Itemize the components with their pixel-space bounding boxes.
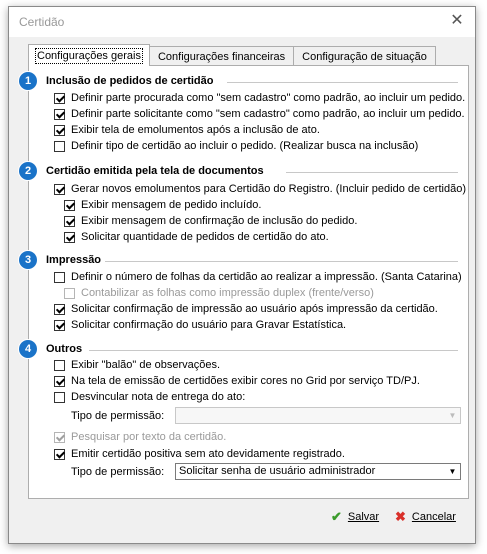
checkbox-label: Exibir tela de emolumentos após a inclusão de ato. [71, 124, 320, 136]
checkbox[interactable] [54, 93, 65, 104]
checkbox-row[interactable] [54, 182, 466, 196]
checkbox-row[interactable] [64, 230, 329, 244]
tab-configuracoes-gerais[interactable]: Configurações gerais [28, 44, 150, 66]
checkbox-label: Na tela de emissão de certidões exibir cores no Grid por serviço TD/PJ. [71, 375, 420, 387]
save-button[interactable] [331, 508, 379, 526]
checkbox[interactable] [64, 200, 75, 211]
checkbox-row[interactable] [54, 318, 346, 332]
checkbox-label: Gerar novos emolumentos para Certidão do Registro. (Incluir pedido de certidão) [71, 183, 466, 195]
checkbox-label: Exibir "balão" de observações. [71, 359, 221, 371]
tab-bar [28, 44, 435, 66]
permission-type-select[interactable] [175, 463, 461, 480]
checkbox-row[interactable] [54, 374, 420, 388]
chevron-down-icon: ▼ [448, 467, 457, 476]
checkbox[interactable] [54, 125, 65, 136]
select-value: Solicitar senha de usuário administrador [179, 465, 376, 477]
checkbox-label: Definir parte procurada como "sem cadastro" como padrão, ao incluir um pedido. [71, 92, 466, 104]
checkbox-label: Definir tipo de certidão ao incluir o pedido. (Realizar busca na inclusão) [71, 140, 419, 152]
checkbox-row[interactable] [54, 447, 345, 461]
checkbox[interactable] [54, 432, 65, 443]
checkbox-label: Solicitar confirmação do usuário para Gravar Estatística. [71, 319, 347, 331]
checkbox-label: Emitir certidão positiva sem ato devidamente registrado. [71, 448, 345, 460]
checkbox-row[interactable] [54, 107, 465, 121]
chevron-down-icon: ▼ [448, 411, 457, 420]
x-icon: ✖ [395, 509, 406, 524]
settings-panel [24, 65, 469, 499]
checkbox-row[interactable] [64, 286, 374, 300]
permission-type-label: Tipo de permissão: [71, 410, 165, 422]
section-2-title: Certidão emitida pela tela de documentos [46, 165, 264, 177]
checkbox-row[interactable] [54, 358, 220, 372]
checkbox-label: Contabilizar as folhas como impressão duplex (frente/verso) [81, 287, 374, 299]
checkbox[interactable] [64, 232, 75, 243]
checkbox-label: Exibir mensagem de confirmação de inclusão do pedido. [81, 215, 358, 227]
checkbox-row[interactable] [64, 198, 261, 212]
title-bar [9, 7, 475, 37]
checkbox-label: Desvincular nota de entrega do ato: [71, 391, 246, 403]
cancel-button[interactable] [395, 508, 456, 526]
checkbox[interactable] [54, 272, 65, 283]
checkmark-icon: ✔ [331, 509, 342, 524]
section-4-title: Outros [46, 343, 83, 355]
checkbox[interactable] [54, 360, 65, 371]
checkbox[interactable] [54, 304, 65, 315]
section-2-badge: 2 [19, 162, 37, 180]
section-1-badge: 1 [19, 72, 37, 90]
checkbox-row[interactable] [64, 214, 357, 228]
section-divider [227, 82, 458, 83]
checkbox-row[interactable] [54, 390, 245, 404]
checkbox[interactable] [54, 392, 65, 403]
tab-configuracao-situacao[interactable]: Configuração de situação [293, 46, 436, 66]
checkbox[interactable] [64, 288, 75, 299]
checkbox-row[interactable] [54, 302, 438, 316]
checkbox-label: Definir parte solicitante como "sem cadastro" como padrão, ao incluir um pedido. [71, 108, 465, 120]
checkbox-label: Exibir mensagem de pedido incluído. [81, 199, 262, 211]
section-3-title: Impressão [46, 254, 102, 266]
section-divider [89, 350, 458, 351]
checkbox[interactable] [54, 449, 65, 460]
checkbox-row[interactable] [54, 430, 226, 444]
window-title: Certidão [19, 15, 65, 29]
tab-configuracoes-financeiras[interactable]: Configurações financeiras [149, 46, 294, 66]
checkbox[interactable] [54, 320, 65, 331]
permission-type-label: Tipo de permissão: [71, 466, 165, 478]
checkbox[interactable] [54, 376, 65, 387]
checkbox-label: Solicitar quantidade de pedidos de certidão do ato. [81, 231, 329, 243]
checkbox-row[interactable] [54, 123, 320, 137]
save-button-label: Salvar [347, 511, 380, 523]
checkbox-row[interactable] [54, 270, 462, 284]
section-1-title: Inclusão de pedidos de certidão [46, 75, 214, 87]
checkbox[interactable] [54, 109, 65, 120]
certidao-dialog [8, 6, 476, 544]
checkbox[interactable] [64, 216, 75, 227]
section-4-badge: 4 [19, 340, 37, 358]
section-3-badge: 3 [19, 251, 37, 269]
checkbox[interactable] [54, 184, 65, 195]
checkbox-label: Pesquisar por texto da certidão. [71, 431, 227, 443]
checkbox-label: Definir o número de folhas da certidão ao realizar a impressão. (Santa Catarina) [71, 271, 462, 283]
section-divider [286, 172, 458, 173]
close-icon[interactable]: ✕ [450, 12, 464, 29]
checkbox-label: Solicitar confirmação de impressão ao usuário após impressão da certidão. [71, 303, 438, 315]
permission-type-select-disabled[interactable] [175, 407, 461, 424]
cancel-button-label: Cancelar [411, 511, 456, 523]
checkbox[interactable] [54, 141, 65, 152]
checkbox-row[interactable] [54, 91, 465, 105]
checkbox-row[interactable] [54, 139, 418, 153]
section-divider [105, 261, 458, 262]
